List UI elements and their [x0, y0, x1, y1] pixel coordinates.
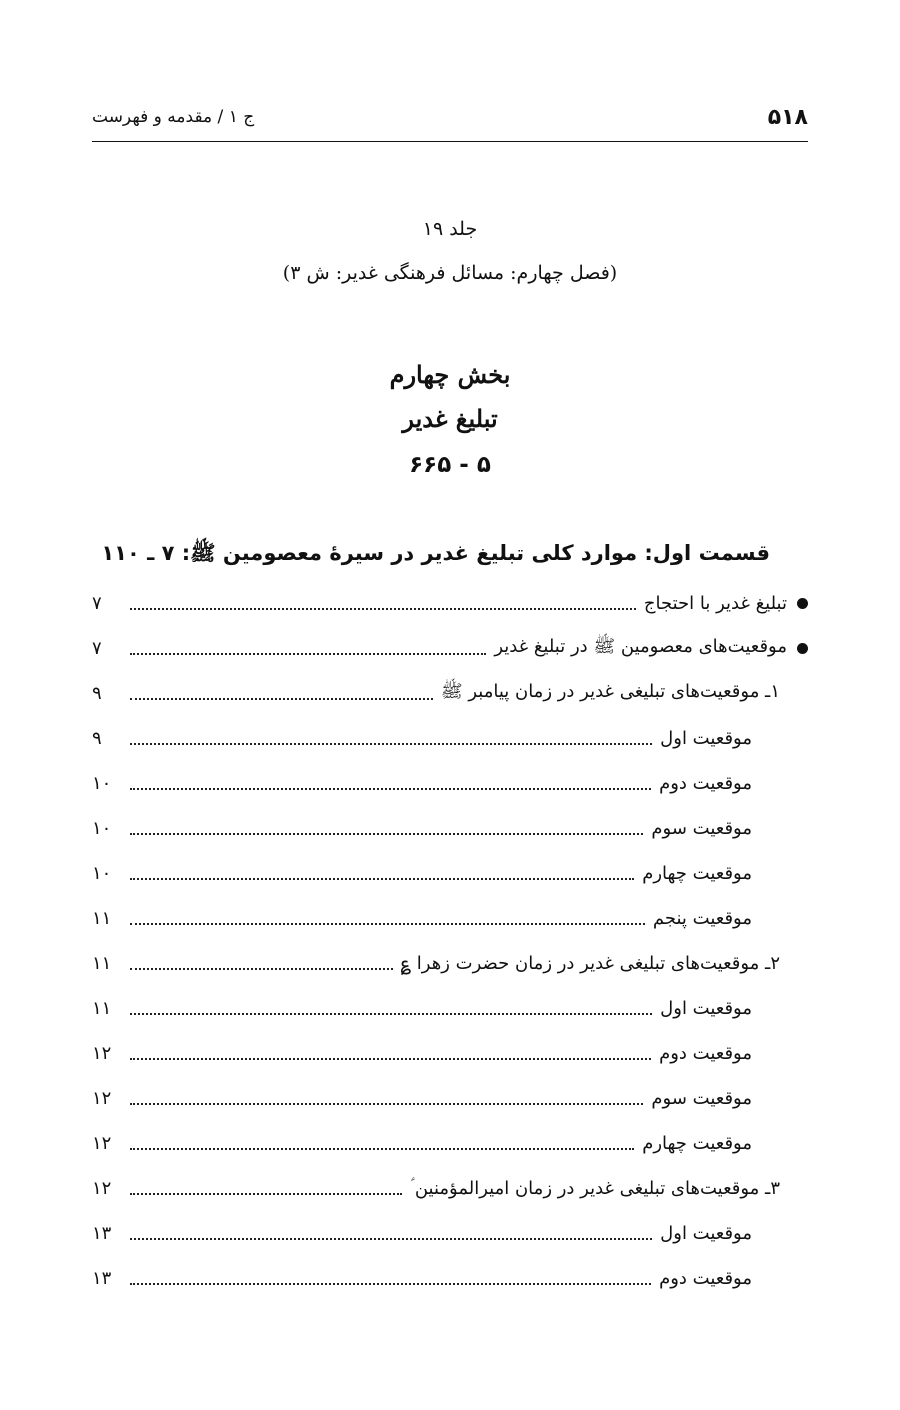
part-page-range: ۵ - ۶۶۵: [409, 452, 491, 478]
toc-entry-page: ۱۲: [92, 1042, 112, 1064]
dot-leader: [130, 878, 634, 880]
toc-entry-page: ۱۲: [92, 1132, 112, 1154]
toc-entry-label: موقعیت اول: [660, 727, 752, 749]
toc-entry-label: ۲ـ موقعیت‌های تبلیغی غدیر در زمان حضرت زهرا ؏: [400, 952, 780, 974]
toc-row: [92, 1167, 780, 1209]
toc-entry-page: ۱۱: [92, 952, 112, 974]
bullet-icon: [797, 643, 808, 654]
toc-row: [92, 807, 752, 849]
dot-leader: [130, 1103, 643, 1105]
running-title: ج ۱ / مقدمه و فهرست: [92, 107, 255, 127]
dot-leader: [130, 698, 433, 700]
toc-entry-page: ۱۲: [92, 1177, 112, 1199]
toc-row: [92, 852, 752, 894]
toc-entry-page: ۷: [92, 592, 102, 614]
dot-leader: [130, 1058, 651, 1060]
toc-entry-label: موقعیت سوم: [651, 1087, 752, 1109]
dot-leader: [130, 968, 393, 970]
dot-leader: [130, 1238, 652, 1240]
toc-entry-label: تبلیغ غدیر با احتجاج: [643, 592, 787, 614]
header-rule: [92, 141, 808, 142]
volume-line: جلد ۱۹: [422, 218, 478, 240]
toc-row: [92, 672, 780, 714]
dot-leader: [130, 1283, 651, 1285]
toc-row: [92, 1077, 752, 1119]
toc-row: [92, 1212, 752, 1254]
bullet-icon: [797, 598, 808, 609]
toc-entry-label: موقعیت اول: [660, 1222, 752, 1244]
toc-entry-label: موقعیت‌های معصومین ﷺ در تبلیغ غدیر: [494, 636, 787, 657]
toc-entry-page: ۱۲: [92, 1087, 112, 1109]
dot-leader: [130, 1013, 652, 1015]
toc-entry-page: ۹: [92, 727, 102, 749]
toc-entry-label: موقعیت دوم: [659, 1042, 752, 1064]
dot-leader: [130, 1193, 402, 1195]
toc-row: [92, 627, 808, 669]
toc-entry-label: ۳ـ موقعیت‌های تبلیغی غدیر در زمان امیرالمؤمنین ؑ: [410, 1177, 780, 1199]
toc-entry-page: ۱۰: [92, 862, 112, 884]
toc-row: [92, 987, 752, 1029]
toc-entry-label: موقعیت سوم: [651, 817, 752, 839]
toc-entry-label: موقعیت پنجم: [652, 907, 752, 929]
dot-leader: [130, 743, 652, 745]
toc-entry-label: موقعیت دوم: [659, 1267, 752, 1289]
dot-leader: [130, 608, 636, 610]
dot-leader: [130, 833, 643, 835]
toc-row: [92, 1257, 752, 1299]
toc-row: [92, 942, 780, 984]
dot-leader: [130, 788, 651, 790]
running-header: [92, 100, 808, 134]
toc-entry-page: ۱۱: [92, 997, 112, 1019]
toc-entry-label: ۱ـ موقعیت‌های تبلیغی غدیر در زمان پیامبر ﷺ: [440, 681, 780, 702]
toc-entry-label: موقعیت چهارم: [642, 862, 752, 884]
chapter-line: (فصل چهارم: مسائل فرهنگی غدیر: ش ۳): [282, 262, 618, 284]
toc-row: [92, 582, 808, 624]
toc-entry-label: موقعیت چهارم: [642, 1132, 752, 1154]
toc-row: [92, 717, 752, 759]
page-number: ۵۱۸: [767, 104, 808, 130]
dot-leader: [130, 1148, 634, 1150]
toc-row: [92, 762, 752, 804]
toc-entry-page: ۹: [92, 682, 102, 704]
toc-row: [92, 1032, 752, 1074]
toc-entry-page: ۷: [92, 637, 102, 659]
section-heading: قسمت اول: موارد کلی تبلیغ غدیر در سیرۀ معصومین ﷺ: ۷ ـ ۱۱۰: [101, 541, 770, 565]
toc-entry-page: ۱۰: [92, 772, 112, 794]
part-subtitle: تبلیغ غدیر: [402, 404, 498, 433]
toc-entry-page: ۱۱: [92, 907, 112, 929]
part-title: بخش چهارم: [389, 360, 511, 389]
toc-entry-page: ۱۰: [92, 817, 112, 839]
toc-entry-label: موقعیت اول: [660, 997, 752, 1019]
dot-leader: [130, 653, 486, 655]
dot-leader: [130, 923, 645, 925]
toc-entry-label: موقعیت دوم: [659, 772, 752, 794]
toc-entry-page: ۱۳: [92, 1222, 112, 1244]
toc-row: [92, 897, 752, 939]
toc-entry-page: ۱۳: [92, 1267, 112, 1289]
toc-row: [92, 1122, 752, 1164]
